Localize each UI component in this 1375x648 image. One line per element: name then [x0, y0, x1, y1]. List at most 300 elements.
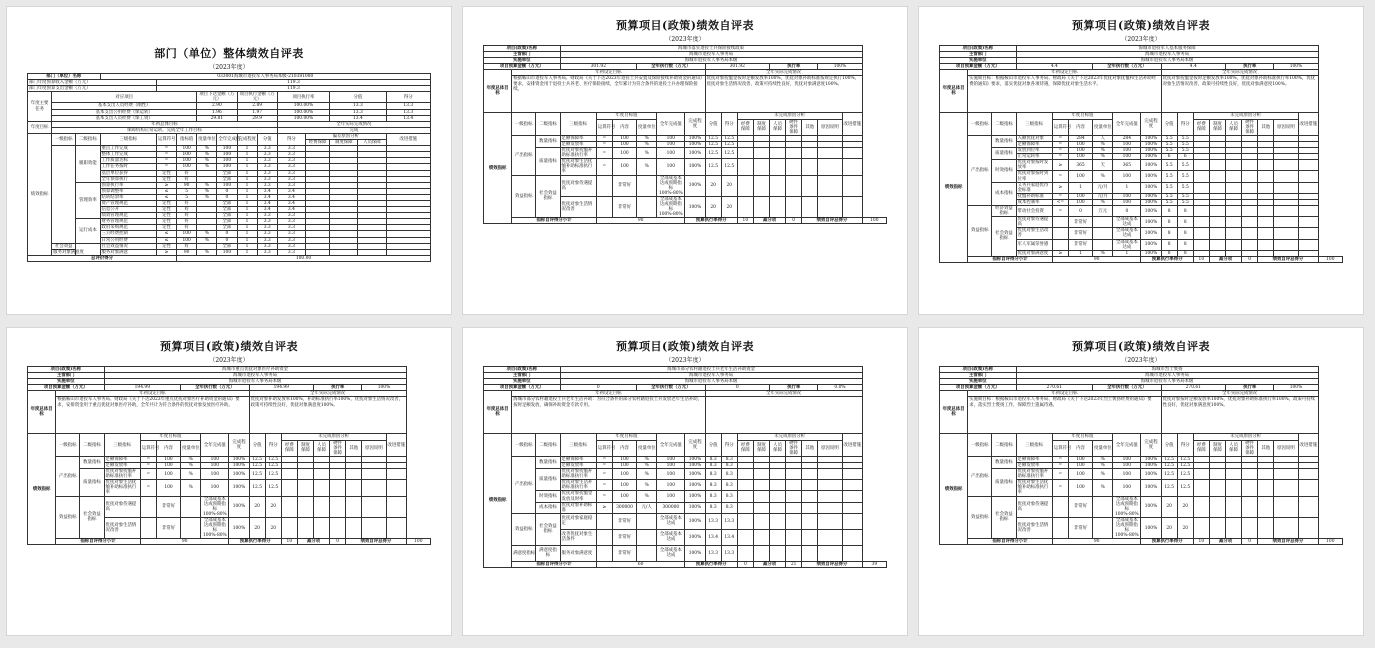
table-cell: 100% [1141, 160, 1161, 171]
table-cell: 100 [612, 462, 636, 468]
table-cell: 经费保障 [1193, 440, 1209, 456]
goal-done-header: 全年实际完成情况 [705, 391, 862, 397]
table-cell: 入额优抚对象 [1016, 135, 1052, 141]
table-cell: 100 [657, 480, 685, 491]
table-cell: 全部 [217, 213, 237, 219]
table-cell: 8 [1161, 217, 1177, 228]
table-cell [770, 175, 786, 196]
table-cell: 全部成基本达成预期指标100%-80% [657, 196, 685, 217]
table-cell: 社会效益情况 [100, 243, 156, 249]
table-cell [386, 469, 406, 480]
exec-value: 0 [705, 385, 769, 391]
table-cell: 5.5 [1161, 160, 1177, 171]
footer-row [28, 539, 431, 545]
table-cell: 分值 [705, 434, 721, 456]
table-cell: 100 [217, 164, 237, 170]
table-cell: 8 [1177, 228, 1193, 239]
table-cell [1226, 171, 1242, 182]
table-cell: 优抚对象待遇提高 [104, 496, 140, 517]
table-cell: 100 [657, 491, 685, 502]
table-cell [362, 517, 386, 538]
table-cell: 社会效益指标 [992, 217, 1016, 257]
table-cell: 社会效益指标 [536, 513, 560, 545]
table-cell: 重点工作完成 [100, 146, 156, 152]
table-cell [802, 545, 818, 561]
table-cell: 100 [1068, 462, 1092, 468]
table-cell: 1 [237, 146, 257, 152]
table-cell: 100% [1141, 154, 1161, 160]
l1-cell [52, 146, 76, 244]
footer-row [484, 561, 887, 567]
table-cell [362, 480, 386, 496]
table-cell [753, 175, 769, 196]
perf-row [484, 175, 887, 196]
perf-row [940, 469, 1343, 480]
table-cell: 好 [177, 207, 197, 213]
table-cell: 日常公用经费 [100, 237, 156, 243]
self-score-value: 90 [1052, 256, 1141, 262]
table-cell: % [637, 462, 657, 468]
table-cell [1242, 480, 1258, 496]
perf-label: 绩效指标 [28, 133, 52, 255]
table-cell: 365 [1113, 160, 1141, 171]
table-cell: 完成程度 [1141, 434, 1161, 456]
goal-set-header: 年初设定目标 [512, 70, 705, 76]
table-cell: = [596, 462, 612, 468]
table-cell: 优抚对象家庭稳定 [560, 513, 596, 529]
dept-label: 主管部门 [484, 52, 561, 58]
table-cell [737, 148, 753, 159]
table-cell: 300000 [612, 502, 636, 513]
goal-done-text: 优抚对象抚恤金按时足额发放率100%，优抚对象补助标准执行率100%，优抚对象生活情况改善，政策可持续性良好，优抚对象满意度100%。 [1161, 76, 1318, 113]
table-cell: 100 [612, 141, 636, 147]
table-cell: 优抚对象生活抚恤补助标准执行率 [1016, 480, 1052, 496]
table-cell [314, 469, 330, 480]
table-cell: 分值 [257, 133, 277, 145]
goal-label: 年度总体目标 [28, 391, 56, 434]
table-cell: 20 [1161, 496, 1177, 517]
table-cell: % [637, 159, 657, 175]
table-cell: 12.5 [1161, 469, 1177, 480]
table-cell: 100 [1068, 154, 1092, 160]
unit-value: 海城市退役军人事务局本级 [104, 379, 406, 385]
table-cell [737, 159, 753, 175]
table-cell: 足额保障率 [104, 456, 140, 462]
table-cell: 三级指标 [1016, 434, 1052, 456]
table-cell [637, 196, 657, 217]
dept-label: 部门（单位）名称 [28, 74, 101, 80]
table-cell: 指标值 [177, 133, 197, 145]
table-cell: 100% [1141, 456, 1161, 462]
rate-value: 100% [818, 64, 862, 70]
table-cell: 300000 [657, 502, 685, 513]
table-cell: 3.4 [277, 194, 305, 200]
table-cell [770, 545, 786, 561]
table-cell: 非常好 [612, 513, 636, 529]
table-cell [753, 513, 769, 529]
goal-set-text: 海城市部分农村籍退役士兵老年生活补助：为符合条件的部分农村籍退役士兵发放老年生活补助，按时足额发放，确保补助资金专款专用。 [512, 397, 705, 434]
table-cell: 100 [1068, 148, 1092, 154]
table-cell: % [637, 469, 657, 480]
dept-label: 主管部门 [484, 373, 561, 379]
table-cell: 全部成基本达成预期指标100%-80% [201, 496, 229, 517]
table-cell [842, 159, 862, 175]
table-cell: 100 [1068, 199, 1092, 205]
table-cell [818, 469, 842, 480]
table-cell: 3.3 [257, 176, 277, 182]
table-cell: 100 [201, 462, 229, 468]
table-cell [818, 513, 842, 529]
table-cell: % [1093, 469, 1113, 480]
table-cell: % [181, 480, 201, 496]
table-cell: % [197, 164, 217, 170]
table-cell [1298, 171, 1318, 182]
table-cell [1274, 496, 1298, 517]
table-cell [140, 517, 156, 538]
table-cell: % [197, 146, 217, 152]
table-cell [1226, 228, 1242, 239]
table-cell: 20 [721, 196, 737, 217]
table-cell: 100 [177, 158, 197, 164]
table-cell: 优抚对象生活情况改善 [1016, 517, 1052, 538]
table-cell: 8 [1177, 250, 1193, 256]
budget-label: 项目预算金额（万元） [940, 64, 1017, 70]
goal-done: 完成 [277, 127, 430, 133]
table-cell: 足额保障率 [1016, 141, 1052, 147]
table-cell [753, 480, 769, 491]
minus-label: 减分项 [753, 561, 785, 567]
table-cell [1274, 228, 1298, 239]
table-cell: 年度目标值 [596, 113, 656, 119]
table-cell: 度量单位 [637, 440, 657, 456]
table-cell: 20 [721, 175, 737, 196]
page-year: （2023年度） [665, 36, 705, 43]
table-cell [1258, 517, 1274, 538]
table-cell: 5 [177, 188, 197, 194]
goal-row [484, 397, 887, 434]
table-cell [1093, 239, 1113, 250]
table-cell: 100 [201, 456, 229, 462]
table-cell: 质量指标 [992, 148, 1016, 160]
table-cell: 未完成原因分析 [1193, 434, 1298, 440]
table-cell: 3.4 [277, 200, 305, 206]
table-cell [842, 513, 862, 529]
table-cell [786, 175, 802, 196]
table-cell: 100% [685, 480, 705, 491]
dept-label: 主管部门 [940, 52, 1017, 58]
table-cell: 100% [1141, 135, 1161, 141]
table-cell [802, 480, 818, 491]
table-cell: 1 [237, 213, 257, 219]
rate-label: 执行率 [770, 64, 818, 70]
total-value: 100 [862, 218, 886, 224]
table-cell: 数量指标 [992, 135, 1016, 147]
table-cell: 8.3 [721, 480, 737, 491]
table-cell: 改进措施 [386, 434, 406, 456]
table-cell: 制度保障 [1209, 440, 1225, 456]
table-cell: 好 [177, 170, 197, 176]
total-label: 绩效自评总得分 [1258, 256, 1318, 262]
page-dept-evaluation [7, 7, 451, 314]
table-cell: 3.3 [257, 170, 277, 176]
table-cell: 100 [612, 135, 636, 141]
table-cell: 年度目标值 [1052, 113, 1112, 119]
table-cell: 经费保障 [305, 140, 329, 146]
unit-value: 海城市退役军人事务局本级 [1016, 379, 1318, 385]
table-cell [596, 513, 612, 529]
dept-value: 海城市退役军人事务局 [560, 373, 862, 379]
table-cell: 成本指标 [992, 182, 1016, 205]
table-cell: 3.3 [277, 170, 305, 176]
table-cell [1193, 182, 1209, 193]
table-cell [1274, 239, 1298, 250]
table-cell: 3.3 [257, 249, 277, 255]
table-cell: 优抚对象待遇提高 [1016, 217, 1052, 228]
table-cell: 完成程度 [685, 113, 705, 135]
table-cell: 产出指标 [512, 135, 536, 175]
table-cell: 服务对象满意度 [53, 249, 84, 255]
table-cell: % [1093, 141, 1113, 147]
table-cell: 100% [685, 545, 705, 561]
table-cell: 100 [657, 462, 685, 468]
table-cell: 100% [1141, 469, 1161, 480]
table-cell [802, 159, 818, 175]
table-cell [1298, 517, 1318, 538]
table-cell: 100% [1141, 480, 1161, 496]
table-cell: 运算符号 [596, 440, 612, 456]
table-cell: 12.5 [1161, 456, 1177, 462]
table-cell: 100% [1141, 250, 1161, 256]
project-label: 项目(政策)名称 [484, 367, 561, 373]
table-cell: 12.5 [705, 141, 721, 147]
table-cell: 100% [229, 480, 249, 496]
table-cell [1209, 217, 1225, 228]
total-label: 绩效自评总得分 [1258, 539, 1318, 545]
table-cell: 全部成基本达成 [1113, 228, 1141, 239]
table-cell: 得分 [1177, 434, 1193, 456]
table-cell: 0 [217, 237, 237, 243]
table-cell: 全年完成值 [657, 434, 685, 456]
table-cell: 改进措施 [842, 434, 862, 456]
table-cell: 8.3 [705, 469, 721, 480]
table-cell: % [197, 182, 217, 188]
table-cell: 非常好 [612, 545, 636, 561]
table-cell [1209, 469, 1225, 480]
table-cell: 全部成基本达成 [657, 545, 685, 561]
minus-label: 减分项 [297, 539, 329, 545]
perf-row [484, 148, 887, 159]
table-cell: 1 [237, 231, 257, 237]
table-cell: 度量单位 [197, 133, 217, 145]
table-cell [1258, 171, 1274, 182]
self-score-value: 90 [1052, 539, 1141, 545]
table-cell [1274, 160, 1298, 171]
table-cell: 质量指标 [992, 469, 1016, 496]
table-cell: = [156, 164, 176, 170]
table-cell: 6 [1161, 154, 1177, 160]
table-cell [596, 196, 612, 217]
table-cell: 好 [177, 225, 197, 231]
table-cell [753, 491, 769, 502]
perf-row [484, 491, 887, 502]
table-cell [1298, 228, 1318, 239]
table-cell: 284 [1068, 135, 1092, 141]
table-cell: 3.4 [257, 207, 277, 213]
table-cell: 好 [177, 176, 197, 182]
table-cell: 3.3 [277, 158, 305, 164]
table-cell: 3.3 [257, 182, 277, 188]
table-cell: 经济效益指标 [992, 205, 1016, 216]
table-cell: 100 [657, 148, 685, 159]
table-cell: 足额保障率 [560, 135, 596, 141]
table-cell [314, 496, 330, 517]
table-cell: 100 [1113, 199, 1141, 205]
table-cell: 100% [1141, 462, 1161, 468]
table-cell [737, 491, 753, 502]
table-cell: = [1052, 193, 1068, 199]
table-cell: 经费保障 [737, 440, 753, 456]
perf-row [940, 217, 1343, 228]
table-cell: 全年预算执行 [100, 176, 156, 182]
table-cell: 5.5 [1177, 148, 1193, 154]
goal-set-text: 实施期目标：根据鞍山市退役军人事务局、财政局《关于下达2023年烈士褒扬经费的通知》要求，落实烈士褒扬工作，保障烈士遗属待遇。 [968, 397, 1161, 434]
table-cell [842, 545, 862, 561]
rate-score-label: 预算执行率得分 [685, 218, 737, 224]
table-cell: 100 [1068, 480, 1092, 496]
table-cell: = [1052, 171, 1068, 182]
project-label: 项目(政策)名称 [940, 46, 1017, 52]
page-year: （2023年度） [209, 357, 249, 364]
table-cell [1209, 160, 1225, 171]
table-cell: 8.3 [705, 502, 721, 513]
table-cell [386, 480, 406, 496]
table-cell: 定性 [156, 207, 176, 213]
table-cell: 经费保障 [1193, 119, 1209, 135]
table-cell: 20 [249, 496, 265, 517]
table-cell [802, 469, 818, 480]
table-cell [770, 491, 786, 502]
table-cell: 二级指标 [536, 434, 560, 456]
table-cell: 全部 [217, 176, 237, 182]
table-cell: 效益指标 [56, 496, 80, 539]
table-cell: 20 [1161, 517, 1177, 538]
table-cell: 其他 [802, 440, 818, 456]
table-cell: 13.3 [721, 545, 737, 561]
table-cell: 偏差原因分析 [305, 133, 386, 139]
project-eval-table [483, 366, 887, 568]
table-cell: = [596, 141, 612, 147]
exec-value: 4.4 [1161, 64, 1225, 70]
table-cell: 运算符号 [1052, 440, 1068, 456]
table-cell: 数量指标 [536, 135, 560, 147]
project-eval-table [27, 366, 431, 545]
project-value: 海城市退役军人基本服务保障 [1016, 46, 1318, 52]
table-cell: 优抚对象生活抚恤补助标准执行率 [104, 480, 140, 496]
table-cell: 制度保障 [753, 440, 769, 456]
goal-label: 年度总体目标 [484, 70, 512, 113]
table-cell: 全部成基本达成 [1113, 217, 1141, 228]
table-cell: 3.3 [257, 231, 277, 237]
table-cell: 100 [177, 237, 197, 243]
task-row: 基本支出公用经费（保运转） 1.96 1.97 100.00% 13.3 13.3 [28, 109, 431, 115]
project-eval-table [939, 366, 1343, 545]
table-cell: 100% [1141, 228, 1161, 239]
table-cell: = [596, 135, 612, 141]
footer-row [940, 539, 1343, 545]
table-cell: 12.5 [1177, 462, 1193, 468]
self-score-label: 指标自评得分小计 [512, 218, 597, 224]
table-cell: 人 [1093, 135, 1113, 141]
table-cell: 元/月 [1093, 182, 1113, 193]
table-cell [346, 480, 362, 496]
table-cell [1226, 205, 1242, 216]
table-cell: = [140, 456, 156, 462]
table-cell: 100% [685, 502, 705, 513]
goal-label: 年度目标 [28, 121, 52, 133]
table-cell: % [1093, 456, 1113, 462]
table-cell [1242, 517, 1258, 538]
table-cell: 12.5 [721, 159, 737, 175]
table-cell: 12.5 [265, 456, 281, 462]
table-cell: 非常好 [1068, 496, 1092, 517]
table-cell: 100% [685, 196, 705, 217]
page-project-eval-3 [919, 7, 1363, 314]
table-cell: 3.3 [277, 237, 305, 243]
table-cell: 100 [1113, 154, 1141, 160]
table-cell: 硬件条件保障 [1242, 440, 1258, 456]
table-cell: 内容 [612, 440, 636, 456]
table-cell: 1 [237, 237, 257, 243]
total-label: 绩效自评总得分 [346, 539, 406, 545]
table-cell: 8 [1161, 228, 1177, 239]
table-cell: 3.4 [277, 207, 305, 213]
table-cell: 100 [177, 146, 197, 152]
table-cell [802, 175, 818, 196]
table-cell: 分值 [705, 113, 721, 135]
table-cell: 100% [685, 491, 705, 502]
table-cell: 足额保障率 [1016, 456, 1052, 462]
table-cell: 3.3 [277, 231, 305, 237]
table-cell: 100% [685, 141, 705, 147]
table-cell [1193, 469, 1209, 480]
table-cell: 5.5 [1161, 199, 1177, 205]
table-cell [637, 513, 657, 529]
table-cell [1226, 182, 1242, 193]
table-cell [1258, 239, 1274, 250]
table-cell: 100 [1113, 480, 1141, 496]
table-cell [770, 529, 786, 545]
table-cell: 100% [1141, 217, 1161, 228]
exec-value: 194.99 [249, 385, 313, 391]
table-cell: 12.5 [721, 148, 737, 159]
table-cell: 3.3 [277, 213, 305, 219]
table-cell [1242, 469, 1258, 480]
table-cell [802, 529, 818, 545]
project-value: 海城市重点优抚对象医疗补助资金 [104, 367, 406, 373]
goal-done-header: 全年实际完成情况 [1161, 391, 1318, 397]
perf-row [940, 205, 1343, 216]
table-cell: = [140, 469, 156, 480]
table-cell: 1 [237, 219, 257, 225]
table-cell: 3.3 [277, 243, 305, 249]
table-cell: 优抚对象生活情况改善 [104, 517, 140, 538]
table-cell [753, 148, 769, 159]
table-cell: 100% [229, 469, 249, 480]
goal-row [484, 76, 887, 113]
table-cell: 一级指标 [56, 434, 80, 456]
table-cell [1298, 469, 1318, 480]
table-cell: 成本控制率 [1016, 199, 1052, 205]
